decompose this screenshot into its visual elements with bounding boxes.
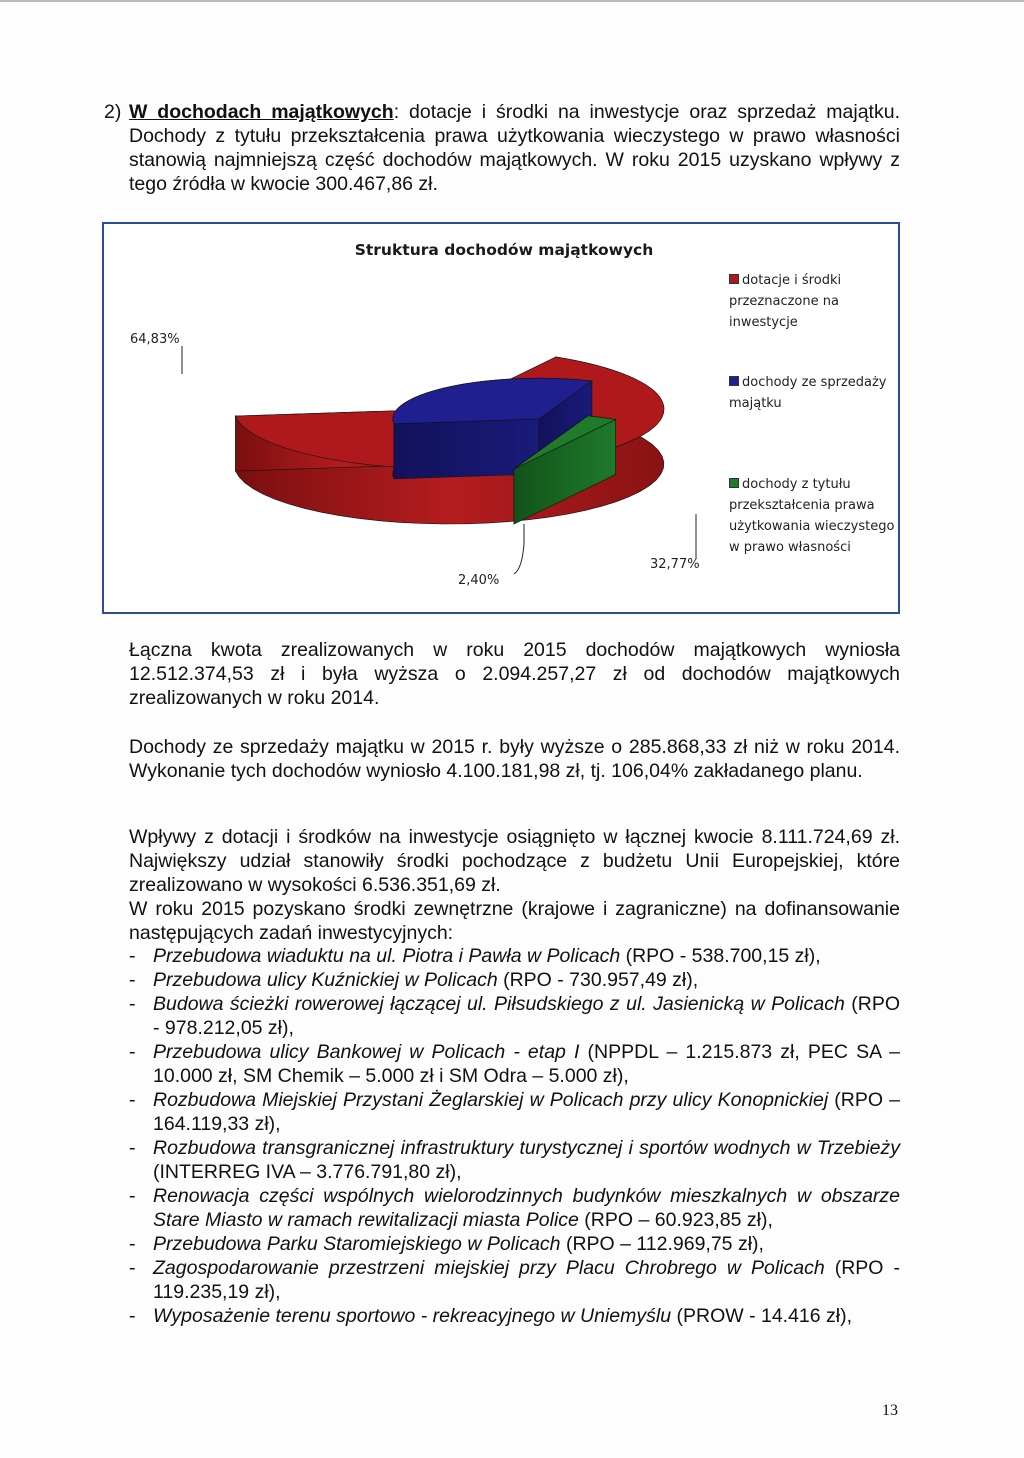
list-item [129,1040,900,1088]
list-item [129,992,900,1040]
list-dash: - [129,1185,136,1207]
leader-line-2 [514,524,524,574]
task-name: Budowa ścieżki rowerowej łączącej ul. Piłsudskiego z ul. Jasienicką w Policach [153,993,845,1015]
task-funding: (NPPDL – 1.215.873 zł, PEC SA – 10.000 zł, SM Chemik – 5.000 zł i SM Odra – 5.000 zł), [153,1041,900,1087]
task-name: Przebudowa Parku Staromiejskiego w Policach [153,1233,561,1255]
task-funding: (RPO - 730.957,49 zł), [497,969,699,991]
task-funding: (RPO - 119.235,19 zł), [153,1257,900,1303]
list-item [129,1136,900,1184]
section-lead: W dochodach majątkowych [129,101,394,123]
task-funding: (INTERREG IVA – 3.776.791,80 zł), [153,1161,462,1183]
task-name: Rozbudowa transgranicznej infrastruktury turystycznej i sportów wodnych w Trzebieży [153,1137,900,1159]
legend-label: dochody ze sprzedaży majątku [729,375,887,411]
legend-label: dotacje i środki przeznaczone na inwestycje [729,273,842,330]
top-border [0,0,1024,2]
legend-swatch-green [729,478,739,488]
task-name: Przebudowa wiaduktu na ul. Piotra i Pawła w Policach [153,945,621,967]
task-list [129,944,900,1328]
data-label-2: 2,40% [458,573,500,588]
list-dash: - [129,1137,136,1159]
list-item [129,1304,900,1328]
task-name: Wyposażenie terenu sportowo - rekreacyjnego w Uniemyślu [153,1305,672,1327]
list-item [129,968,900,992]
task-funding: (RPO – 164.119,33 zł), [153,1089,900,1135]
paragraph-total: Łączna kwota zrealizowanych w roku 2015 dochodów majątkowych wyniosła 12.512.374,53 zł i była wyższa o 2.094.257,27 zł od dochodów majątkowych zrealizowanych w roku 2014. [129,639,900,709]
list-dash: - [129,993,136,1015]
list-dash: - [129,1257,136,1279]
section-intro [129,100,900,196]
data-label-64: 64,83% [130,332,180,347]
section-number: 2) [104,101,122,123]
paragraph-grants: Wpływy z dotacji i środków na inwestycje osiągnięto w łącznej kwocie 8.111.724,69 zł. Największy udział stanowiły środki pochodzące z budżetu Unii Europejskiej, które zrealizowano w wysokości 6.536.351,69 zł. [129,826,900,896]
list-dash: - [129,1305,136,1327]
list-item [129,944,900,968]
legend-item-sprzedaz [729,372,899,414]
list-item [129,1088,900,1136]
list-item [129,1232,900,1256]
pie-chart [102,222,900,614]
list-dash: - [129,1089,136,1111]
paragraph-external: W roku 2015 pozyskano środki zewnętrzne (krajowe i zagraniczne) na dofinansowanie następujących zadań inwestycyjnych: [129,898,900,944]
legend-label: dochody z tytułu przekształcenia prawa użytkowania wieczystego w prawo własności [729,477,895,555]
task-name: Zagospodarowanie przestrzeni miejskiej przy Placu Chrobrego w Policach [153,1257,825,1279]
paragraph-sales: Dochody ze sprzedaży majątku w 2015 r. były wyższe o 285.868,33 zł niż w roku 2014. Wykonanie tych dochodów wyniosło 4.100.181,98 zł, tj. 106,04% zakładanego planu. [129,736,900,782]
legend-item-przeksztalcenie [729,474,899,558]
list-item [129,1256,900,1304]
task-name: Rozbudowa Miejskiej Przystani Żeglarskiej w Policach przy ulicy Konopnickiej [153,1089,829,1111]
list-dash: - [129,1041,136,1063]
task-funding: (RPO – 60.923,85 zł), [578,1209,773,1231]
task-funding: (RPO - 978.212,05 zł), [153,993,900,1039]
list-dash: - [129,969,136,991]
chart-title: Struktura dochodów majątkowych [354,241,654,259]
task-funding: (PROW - 14.416 zł), [671,1305,853,1327]
task-name: Przebudowa ulicy Kuźnickiej w Policach [153,969,498,991]
task-name: Przebudowa ulicy Bankowej w Policach - etap I [153,1041,580,1063]
legend-item-dotacje [729,270,899,333]
legend-swatch-red [729,274,739,284]
page-number: 13 [882,1402,898,1419]
task-funding: (RPO – 112.969,75 zł), [560,1233,764,1255]
list-dash: - [129,1233,136,1255]
list-item [129,1184,900,1232]
list-dash: - [129,945,136,967]
legend-swatch-blue [729,376,739,386]
data-label-32: 32,77% [650,557,700,572]
section-intro-text: : dotacje i środki na inwestycje oraz sprzedaż majątku. Dochody z tytułu przekształcenia prawa użytkowania wieczystego w prawo własności stanowią najmniejszą część dochodów majątkowych. W roku 2015 uzyskano wpływy z tego źródła w kwocie 300.467,86 zł. [129,101,900,195]
task-name: Renowacja części wspólnych wielorodzinnych budynków mieszkalnych w obszarze Stare Miasto w ramach rewitalizacji miasta Police [153,1185,900,1231]
task-funding: (RPO - 538.700,15 zł), [620,945,821,967]
